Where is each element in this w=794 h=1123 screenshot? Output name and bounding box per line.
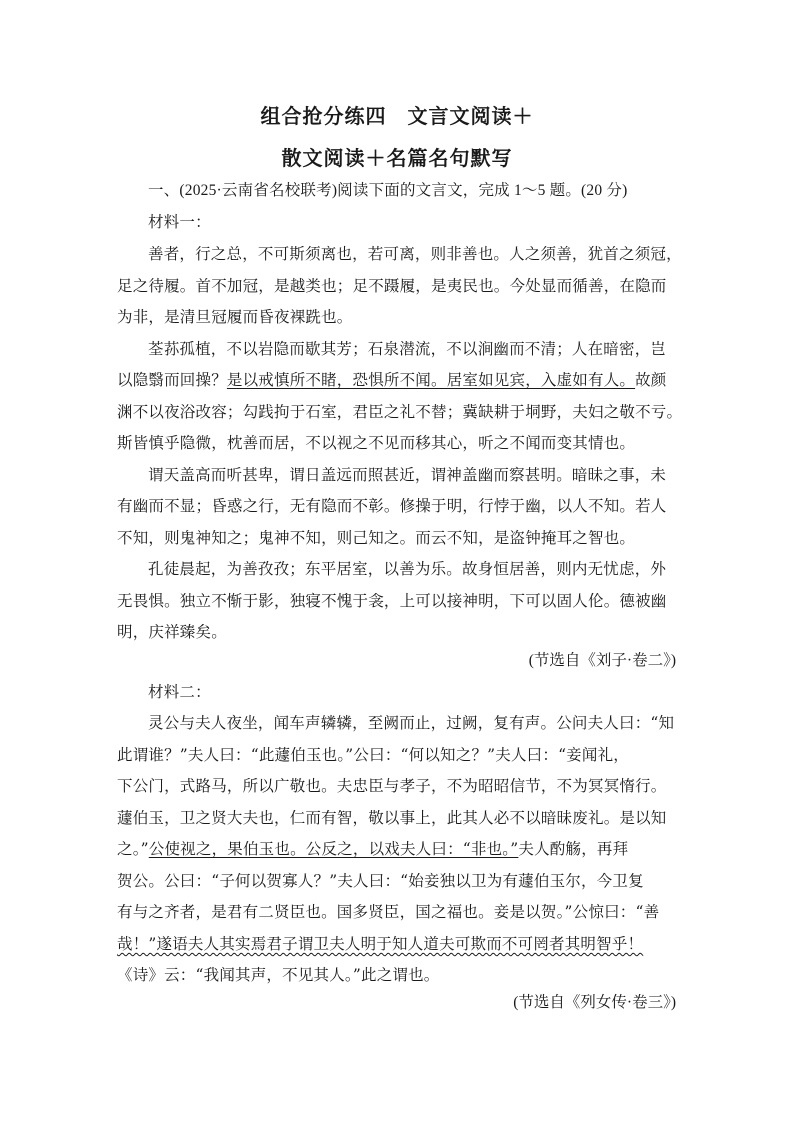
- page-title-line-2: 散文阅读＋名篇名句默写: [281, 146, 513, 170]
- material1-p3-line: 不知，则鬼神知之；鬼神不知，则己知之。而云不知，是盗钟掩耳之智也。: [117, 529, 636, 547]
- underlined-sentence: 公使视之，果伯玉也。公反之，以戏夫人曰：“非也。”: [148, 840, 519, 858]
- material2-source: (节选自《列女传·卷三》): [513, 994, 676, 1011]
- material1-p2-line: 荃荪孤植，不以岩隐而歇其芳；石泉潜流，不以涧幽而不清；人在暗密，岂: [148, 340, 667, 358]
- material1-p1-line: 为非，是清旦冠履而昏夜裸跣也。: [117, 308, 353, 326]
- material2-line: 蘧伯玉，卫之贤大夫也，仁而有智，敬以事上，此其人必不以暗昧废礼。是以知: [117, 809, 667, 827]
- material2-line: 有与之齐者，是君有二贤臣也。国多贤臣，国之福也。妾是以贺。”公惊曰：“善: [117, 903, 660, 921]
- material2-line: 灵公与夫人夜坐，闻车声辚辚，至阙而止，过阙，复有声。公问夫人曰：“知: [148, 714, 675, 732]
- material2-line: 《诗》云：“我闻其声，不见其人。”此之谓也。: [117, 966, 440, 984]
- material1-heading: 材料一：: [148, 213, 211, 231]
- material1-p3-line: 有幽而不显；昏惑之行，无有隐而不彰。修操于明，行悖于幽，以人不知。若人: [117, 497, 667, 515]
- material2-line: 此谓谁？”夫人曰：“此蘧伯玉也。”公曰：“何以知之？”夫人曰：“妾闻礼，: [117, 746, 629, 764]
- plain-text: 故颜: [635, 371, 667, 389]
- plain-text: 之。”: [117, 840, 149, 858]
- material2-line: [117, 934, 643, 954]
- material1-p4-line: 孔徒晨起，为善孜孜；东平居室，以善为乐。故身恒居善，则内无忧虑，外: [148, 560, 667, 578]
- plain-text: 以隐翳而回操？: [117, 371, 227, 389]
- material1-p1-line: 善者，行之总，不可斯须离也，若可离，则非善也。人之须善，犹首之须冠，: [148, 245, 682, 263]
- underlined-sentence: 是以戒慎所不睹，恐惧所不闻。居室如见宾，入虚如有人。: [226, 371, 636, 389]
- material1-p2-line: 渊不以夜浴改容；勾践拘于石室，君臣之礼不替；冀缺耕于垌野，夫妇之敬不亏。: [117, 403, 683, 421]
- material2-line: 贺公。公曰：“子何以贺寡人？”夫人曰：“始妾独以卫为有蘧伯玉尔，今卫复: [117, 872, 644, 890]
- plain-text: 夫人酌觞，再拜: [518, 840, 629, 858]
- material1-p2-line: [117, 370, 667, 390]
- material1-p4-line: 无畏惧。独立不惭于影，独寝不愧于衾，上可以接神明，下可以固人伦。德被幽: [117, 592, 667, 610]
- material2-heading: 材料二：: [148, 683, 211, 701]
- material1-p4-line: 明，庆祥臻矣。: [117, 623, 227, 641]
- material1-source: (节选自《刘子·卷二》): [528, 652, 676, 669]
- material1-p2-line: 斯皆慎乎隐微，枕善而居，不以视之不见而移其心，听之不闻而变其情也。: [117, 434, 636, 452]
- wavy-underlined-sentence: 哉！”遂语夫人其实焉君子谓卫夫人明于知人道夫可欺而不可罔者其明智乎！: [117, 935, 644, 953]
- material1-p1-line: 足之待履。首不加冠，是越类也；足不蹑履，是夷民也。今处显而循善，在隐而: [117, 277, 667, 295]
- question-intro: 一、(2025·云南省名校联考)阅读下面的文言文，完成 1～5 题。(20 分): [148, 182, 628, 199]
- material2-line: 下公门，式路马，所以广敬也。夫忠臣与孝子，不为昭昭信节，不为冥冥惰行。: [117, 777, 667, 795]
- material2-line: [117, 839, 628, 859]
- material1-p3-line: 谓天盖高而听甚卑，谓日盖远而照甚近，谓神盖幽而察甚明。暗昧之事，未: [148, 466, 667, 484]
- page-title-line-1: 组合抢分练四 文言文阅读＋: [260, 104, 534, 128]
